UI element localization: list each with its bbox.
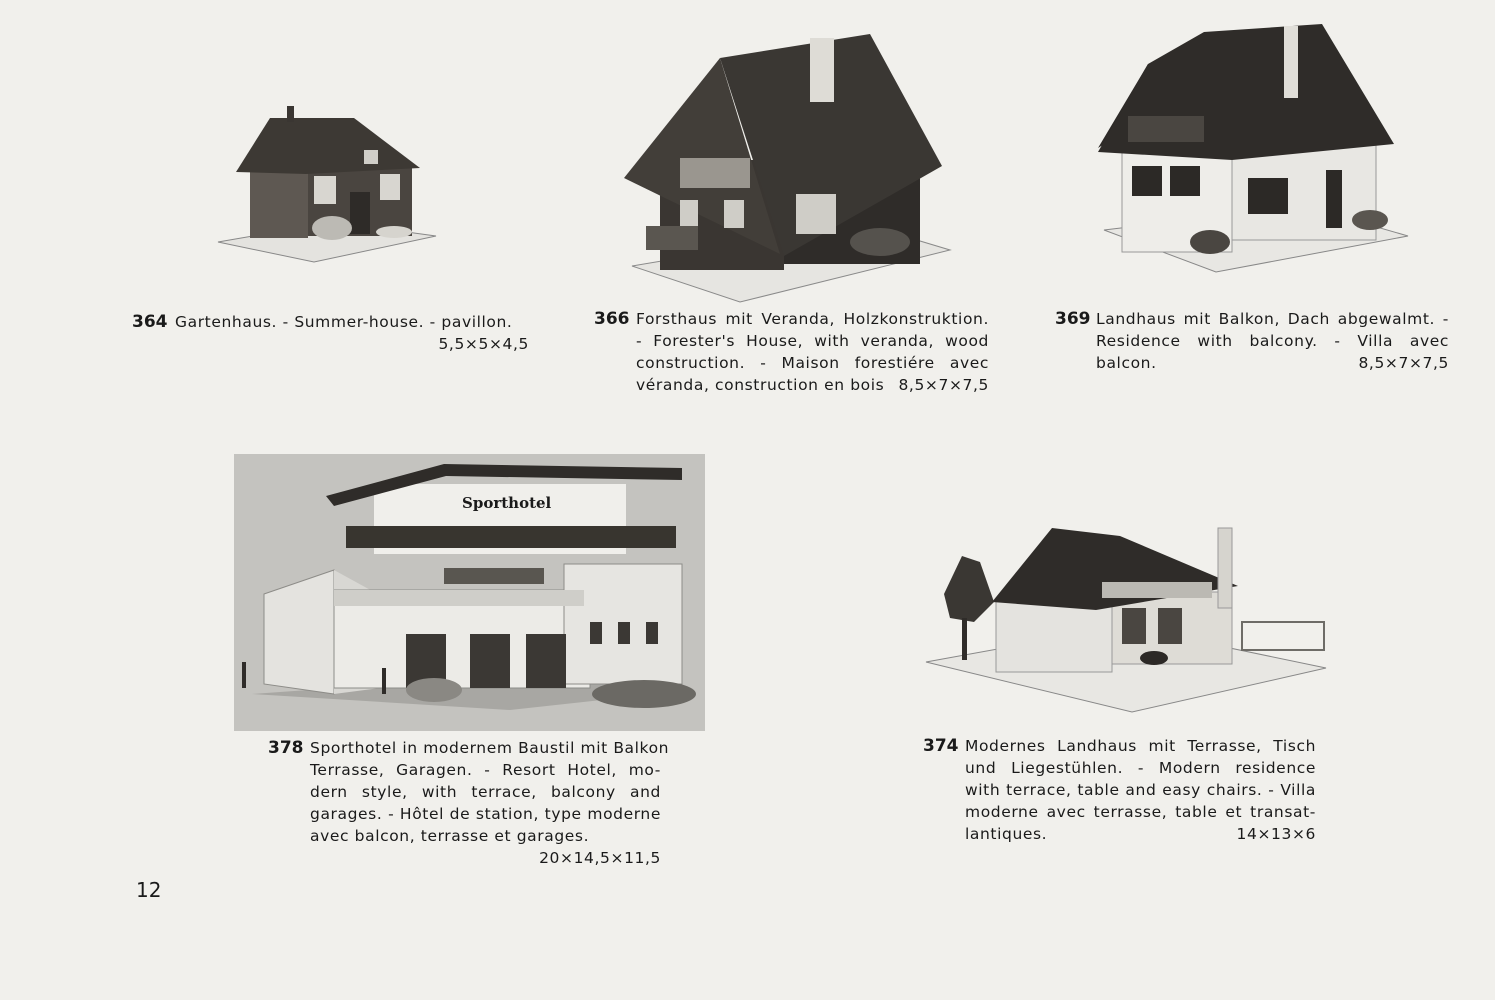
caption-line: Residence with balcony. - Villa avec — [1096, 332, 1449, 350]
caption-line: moderne avec terrasse, table et transat- — [965, 803, 1316, 821]
sporthotel-sign-text: Sporthotel — [462, 494, 552, 512]
item-dimensions: 20×14,5×11,5 — [539, 849, 661, 867]
caption-line: Gartenhaus. - Summer-house. - pavillon. — [175, 313, 513, 331]
photo-369-residence — [1092, 20, 1416, 276]
caption-line: avec balcon, terrasse et garages. — [310, 827, 590, 845]
item-dimensions: 5,5×5×4,5 — [438, 335, 529, 353]
caption-line: Terrasse, Garagen. - Resort Hotel, mo- — [310, 761, 661, 779]
photo-374-modern-residence — [922, 522, 1328, 714]
item-number: 378 — [268, 738, 304, 758]
caption-line: lantiques. — [965, 825, 1048, 843]
caption-line: Forsthaus mit Veranda, Holzkonstruktion. — [636, 310, 989, 328]
caption-line: construction. - Maison forestiére avec — [636, 354, 989, 372]
caption-366 — [594, 308, 989, 396]
caption-line: Sporthotel in modernem Baustil mit Balkon — [310, 739, 670, 757]
caption-line: dern style, with terrace, balcony and — [310, 783, 661, 801]
caption-line: Modernes Landhaus mit Terrasse, Tisch — [965, 737, 1316, 755]
caption-line: und Liegestühlen. - Modern residence — [965, 759, 1316, 777]
caption-line: balcon. — [1096, 354, 1157, 372]
item-number: 364 — [132, 312, 168, 332]
caption-line: Landhaus mit Balkon, Dach abgewalmt. - — [1096, 310, 1449, 328]
caption-378 — [268, 737, 670, 869]
caption-line: - Forester's House, with veranda, wood — [636, 332, 989, 350]
item-dimensions: 14×13×6 — [1236, 825, 1316, 843]
photo-364-garden-house — [214, 100, 440, 268]
item-dimensions: 8,5×7×7,5 — [898, 376, 989, 394]
photo-366-foresters-house — [620, 30, 958, 304]
caption-364 — [132, 311, 529, 355]
caption-line: garages. - Hôtel de station, type moderne — [310, 805, 661, 823]
item-number: 366 — [594, 309, 630, 329]
caption-line: véranda, construction en bois — [636, 376, 885, 394]
caption-369 — [1055, 308, 1449, 374]
caption-374 — [923, 735, 1316, 845]
caption-line: with terrace, table and easy chairs. - Villa — [965, 781, 1316, 799]
item-number: 369 — [1055, 309, 1091, 329]
item-number: 374 — [923, 736, 959, 756]
item-dimensions: 8,5×7×7,5 — [1358, 354, 1449, 372]
photo-378-sporthotel — [234, 454, 705, 731]
page-number: 12 — [136, 878, 162, 902]
